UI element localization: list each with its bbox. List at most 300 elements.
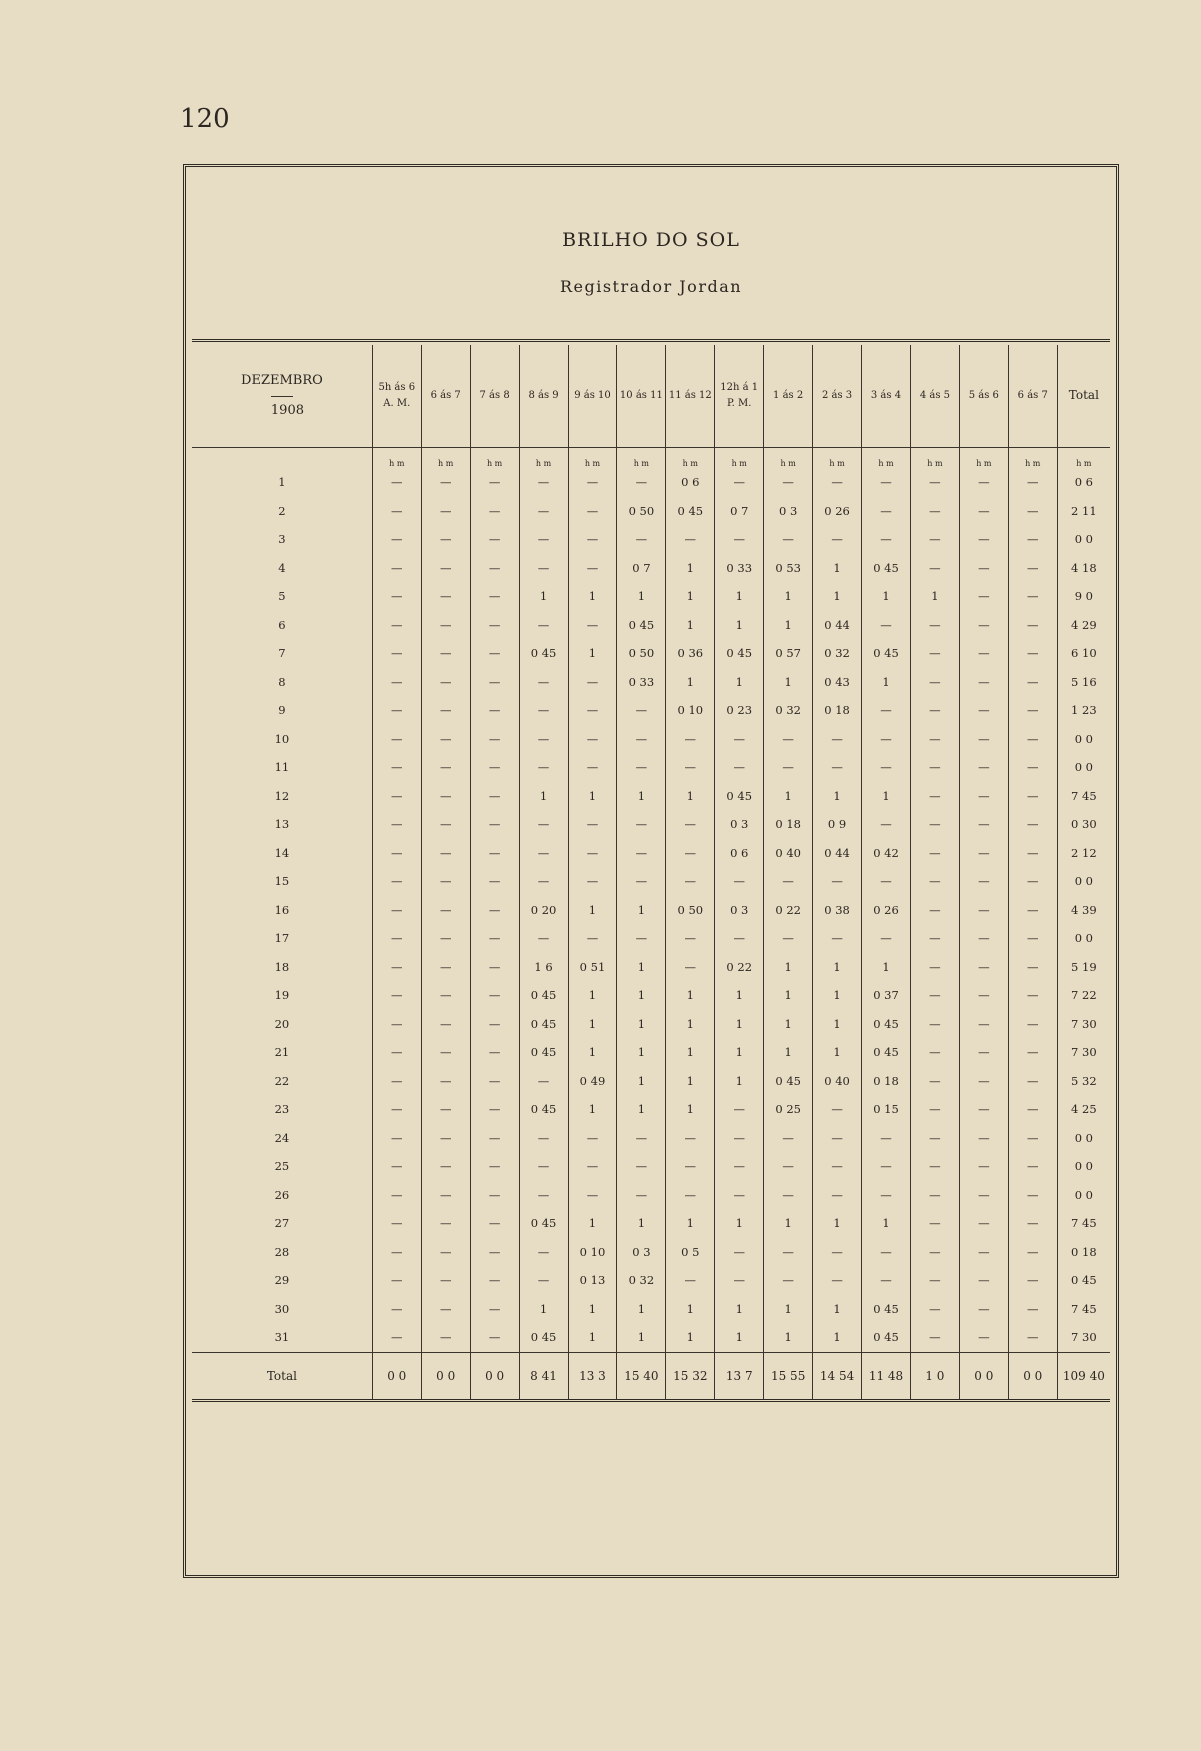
hour-column-header: 9 ás 10	[568, 345, 617, 448]
row-label: 14	[274, 845, 290, 860]
hour-cell: 0 0	[372, 1352, 421, 1400]
hour-cell: —	[862, 1181, 911, 1210]
unit-label: h m	[959, 448, 1008, 469]
hour-cell: —	[421, 839, 470, 868]
hour-cell: —	[1008, 867, 1057, 896]
row-label: 20	[274, 1016, 290, 1031]
hour-cell: —	[1008, 1295, 1057, 1324]
hour-column-header: 12h á 1 P. M.	[715, 345, 764, 448]
hour-cell: —	[421, 525, 470, 554]
hour-cell: 0 7	[617, 554, 666, 583]
hour-cell: —	[715, 753, 764, 782]
hour-cell: —	[959, 1181, 1008, 1210]
hour-cell: 1	[715, 981, 764, 1010]
table-row	[192, 525, 1110, 554]
hour-cell: —	[959, 810, 1008, 839]
hour-cell: —	[910, 725, 959, 754]
total-cell: 0 6	[1057, 468, 1110, 497]
hour-cell: —	[1008, 1067, 1057, 1096]
hour-cell: 1	[764, 981, 813, 1010]
hour-cell: —	[764, 924, 813, 953]
hour-cell: —	[666, 1266, 715, 1295]
hour-cell: —	[862, 696, 911, 725]
table-row	[192, 725, 1110, 754]
hour-cell: —	[372, 696, 421, 725]
hour-cell: 0 45	[519, 639, 568, 668]
hour-cell: —	[1008, 468, 1057, 497]
hour-cell: —	[372, 611, 421, 640]
row-label: 7	[278, 646, 286, 661]
hour-cell: 1	[764, 1295, 813, 1324]
hour-cell: —	[959, 1067, 1008, 1096]
hour-cell: 1	[862, 582, 911, 611]
hour-cell: —	[421, 896, 470, 925]
hour-cell: —	[519, 525, 568, 554]
hour-cell: —	[568, 668, 617, 697]
hour-cell: —	[421, 582, 470, 611]
table-row	[192, 782, 1110, 811]
hour-cell: —	[959, 639, 1008, 668]
hour-cell: 0 50	[617, 497, 666, 526]
hour-cell: 0 50	[666, 896, 715, 925]
hour-cell: —	[959, 1209, 1008, 1238]
hour-cell: —	[519, 810, 568, 839]
hour-cell: 1	[715, 582, 764, 611]
hour-cell: —	[470, 725, 519, 754]
hour-cell: 1	[764, 611, 813, 640]
hour-cell: —	[421, 1038, 470, 1067]
hour-cell: —	[372, 839, 421, 868]
hour-cell: —	[372, 725, 421, 754]
hour-cell: —	[1008, 639, 1057, 668]
unit-label: h m	[715, 448, 764, 469]
hour-cell: —	[666, 753, 715, 782]
table-row	[192, 1010, 1110, 1039]
hour-cell: —	[910, 1038, 959, 1067]
hour-cell: —	[862, 1152, 911, 1181]
hour-cell: —	[470, 1095, 519, 1124]
hour-cell: —	[1008, 1323, 1057, 1352]
hour-cell: —	[519, 867, 568, 896]
hour-cell: 1	[862, 1209, 911, 1238]
hour-cell: 1	[764, 1209, 813, 1238]
total-cell: 4 25	[1057, 1095, 1110, 1124]
hour-cell: —	[1008, 1152, 1057, 1181]
hour-cell: —	[372, 668, 421, 697]
hour-cell: —	[813, 1238, 862, 1267]
hour-cell: 0 42	[862, 839, 911, 868]
hour-cell: —	[910, 1067, 959, 1096]
hour-cell: —	[617, 1124, 666, 1153]
hour-cell: —	[372, 1095, 421, 1124]
hour-cell: —	[959, 1010, 1008, 1039]
total-cell: 0 0	[1057, 753, 1110, 782]
total-cell: 5 19	[1057, 953, 1110, 982]
hour-cell: —	[519, 497, 568, 526]
hour-cell: —	[959, 468, 1008, 497]
hour-cell: 0 44	[813, 839, 862, 868]
total-cell: 0 0	[1057, 725, 1110, 754]
unit-label: h m	[764, 448, 813, 469]
hour-cell: —	[421, 1209, 470, 1238]
hour-cell: —	[519, 468, 568, 497]
hour-cell: —	[617, 839, 666, 868]
unit-label: h m	[1008, 448, 1057, 469]
hour-cell: —	[470, 1266, 519, 1295]
hour-cell: 0 45	[862, 1295, 911, 1324]
hour-cell: —	[421, 668, 470, 697]
row-label: 2	[278, 503, 286, 518]
hour-cell: 1	[568, 582, 617, 611]
hour-cell: 1	[617, 782, 666, 811]
hour-column-header: 7 ás 8	[470, 345, 519, 448]
row-label: 23	[274, 1102, 290, 1117]
hour-cell: 0 0	[959, 1352, 1008, 1400]
hour-cell: —	[862, 1266, 911, 1295]
hour-cell: 1	[715, 1295, 764, 1324]
table-row	[192, 924, 1110, 953]
hour-cell: 0 20	[519, 896, 568, 925]
hour-cell: —	[910, 525, 959, 554]
hour-cell: 1	[617, 1095, 666, 1124]
hour-cell: —	[421, 468, 470, 497]
hour-cell: 15 55	[764, 1352, 813, 1400]
hour-cell: —	[910, 839, 959, 868]
hour-cell: —	[959, 497, 1008, 526]
hour-cell: —	[910, 1266, 959, 1295]
hour-cell: —	[910, 1181, 959, 1210]
row-label: Total	[192, 1352, 372, 1400]
hour-cell: —	[813, 525, 862, 554]
hour-cell: 0 44	[813, 611, 862, 640]
hour-cell: 0 13	[568, 1266, 617, 1295]
hour-cell: —	[421, 1124, 470, 1153]
hour-cell: —	[862, 725, 911, 754]
hour-cell: —	[470, 953, 519, 982]
hour-cell: —	[715, 1152, 764, 1181]
total-cell: 0 45	[1057, 1266, 1110, 1295]
hour-cell: 1	[568, 1209, 617, 1238]
hour-cell: 0 45	[519, 981, 568, 1010]
hour-cell: —	[910, 753, 959, 782]
hour-cell: —	[1008, 953, 1057, 982]
hour-cell: —	[1008, 753, 1057, 782]
hour-cell: —	[421, 924, 470, 953]
hour-cell: —	[519, 554, 568, 583]
table-row	[192, 1038, 1110, 1067]
hour-cell: 1	[617, 981, 666, 1010]
hour-cell: —	[1008, 525, 1057, 554]
hour-cell: —	[862, 1124, 911, 1153]
table-row	[192, 867, 1110, 896]
hour-cell: —	[862, 753, 911, 782]
hour-cell: —	[764, 1181, 813, 1210]
table-row	[192, 953, 1110, 982]
hour-cell: —	[421, 1295, 470, 1324]
table-subtitle: Registrador Jordan	[559, 277, 743, 296]
hour-cell: —	[910, 1152, 959, 1181]
hour-cell: 0 3	[715, 810, 764, 839]
hour-cell: 0 45	[715, 639, 764, 668]
month-header	[192, 345, 372, 448]
hour-cell: —	[862, 1238, 911, 1267]
row-label: 22	[274, 1073, 290, 1088]
hour-cell: —	[666, 1181, 715, 1210]
hour-cell: —	[764, 1266, 813, 1295]
hour-cell: 0 32	[813, 639, 862, 668]
hour-cell: 1	[666, 554, 715, 583]
hour-cell: —	[617, 753, 666, 782]
hour-cell: —	[715, 525, 764, 554]
hour-cell: —	[862, 810, 911, 839]
unit-label: h m	[372, 448, 421, 469]
hour-cell: 1	[813, 1038, 862, 1067]
hour-cell: —	[910, 1323, 959, 1352]
hour-cell: 1	[764, 582, 813, 611]
hour-cell: 13 7	[715, 1352, 764, 1400]
row-label: 16	[274, 902, 290, 917]
table-frame	[183, 164, 1119, 1578]
table-row	[192, 896, 1110, 925]
hour-cell: —	[372, 1038, 421, 1067]
hour-cell: —	[470, 525, 519, 554]
hour-cell: 0 10	[568, 1238, 617, 1267]
hour-cell: —	[862, 525, 911, 554]
hour-cell: —	[372, 639, 421, 668]
hour-cell: 0 45	[617, 611, 666, 640]
hour-cell: —	[1008, 668, 1057, 697]
hour-cell: —	[910, 867, 959, 896]
hour-column-header: 1 ás 2	[764, 345, 813, 448]
hour-cell: —	[1008, 839, 1057, 868]
hour-cell: 0 45	[519, 1010, 568, 1039]
total-cell: 7 22	[1057, 981, 1110, 1010]
hour-cell: —	[470, 639, 519, 668]
total-cell: 7 30	[1057, 1010, 1110, 1039]
hour-cell: 1	[617, 582, 666, 611]
total-cell: 109 40	[1057, 1352, 1110, 1400]
hour-cell: 0 45	[715, 782, 764, 811]
table-row	[192, 839, 1110, 868]
hour-cell: —	[421, 497, 470, 526]
hour-cell: —	[813, 725, 862, 754]
hour-cell: —	[372, 1209, 421, 1238]
hour-cell: —	[1008, 896, 1057, 925]
hour-cell: 1	[666, 668, 715, 697]
hour-cell: 1 0	[910, 1352, 959, 1400]
hour-cell: 0 33	[617, 668, 666, 697]
hour-cell: —	[862, 468, 911, 497]
hour-cell: —	[715, 1181, 764, 1210]
table-row	[192, 1181, 1110, 1210]
hour-cell: 0 6	[666, 468, 715, 497]
row-label: 12	[274, 788, 290, 803]
hour-cell: —	[568, 839, 617, 868]
hour-cell: —	[715, 924, 764, 953]
table-row	[192, 611, 1110, 640]
hour-cell: —	[910, 554, 959, 583]
hour-cell: —	[910, 1124, 959, 1153]
hour-cell: 1	[666, 1038, 715, 1067]
hour-cell: —	[519, 611, 568, 640]
row-label: 13	[274, 817, 290, 832]
hour-cell: —	[910, 782, 959, 811]
hour-cell: —	[813, 1124, 862, 1153]
hour-cell: 1	[568, 981, 617, 1010]
hour-cell: —	[568, 867, 617, 896]
hour-cell: —	[910, 810, 959, 839]
table-row	[192, 1238, 1110, 1267]
hour-cell: —	[519, 668, 568, 697]
hour-cell: 1 6	[519, 953, 568, 982]
hour-cell: —	[372, 896, 421, 925]
hour-cell: —	[519, 1238, 568, 1267]
hour-cell: —	[910, 668, 959, 697]
hour-cell: 15 40	[617, 1352, 666, 1400]
row-label: 11	[274, 760, 290, 775]
hour-cell: —	[617, 810, 666, 839]
hour-cell: —	[666, 525, 715, 554]
total-cell: 0 0	[1057, 1181, 1110, 1210]
hour-cell: 1	[568, 639, 617, 668]
hour-cell: —	[470, 497, 519, 526]
hour-cell: 11 48	[862, 1352, 911, 1400]
total-cell: 0 30	[1057, 810, 1110, 839]
hour-cell: —	[1008, 611, 1057, 640]
hour-cell: —	[959, 1238, 1008, 1267]
total-cell: 0 0	[1057, 867, 1110, 896]
hour-cell: 1	[764, 953, 813, 982]
hour-cell: —	[372, 782, 421, 811]
total-cell: 0 0	[1057, 1124, 1110, 1153]
total-cell: 6 10	[1057, 639, 1110, 668]
hour-cell: 1	[617, 1295, 666, 1324]
hour-cell: —	[1008, 497, 1057, 526]
hour-cell: 1	[666, 782, 715, 811]
total-cell: 4 29	[1057, 611, 1110, 640]
hour-cell: —	[421, 1181, 470, 1210]
hour-cell: 1	[715, 668, 764, 697]
hour-cell: —	[421, 753, 470, 782]
hour-cell: 0 22	[764, 896, 813, 925]
hour-cell: 1	[813, 782, 862, 811]
hour-cell: —	[470, 1038, 519, 1067]
hour-cell: —	[959, 953, 1008, 982]
hour-cell: —	[1008, 1124, 1057, 1153]
hour-cell: —	[372, 497, 421, 526]
hour-cell: —	[666, 1152, 715, 1181]
hour-cell: —	[519, 1181, 568, 1210]
unit-label: h m	[421, 448, 470, 469]
hour-cell: 13 3	[568, 1352, 617, 1400]
row-label: 4	[278, 560, 286, 575]
hour-cell: —	[666, 810, 715, 839]
table-row	[192, 1067, 1110, 1096]
hour-cell: 0 53	[764, 554, 813, 583]
hour-cell: —	[568, 1181, 617, 1210]
hour-cell: —	[910, 1238, 959, 1267]
hour-cell: —	[959, 1095, 1008, 1124]
hour-cell: —	[421, 725, 470, 754]
hour-cell: —	[421, 639, 470, 668]
hour-cell: 1	[813, 1295, 862, 1324]
hour-cell: 1	[813, 1209, 862, 1238]
hour-cell: —	[813, 468, 862, 497]
hour-cell: 1	[519, 1295, 568, 1324]
hour-cell: 0 0	[421, 1352, 470, 1400]
hour-cell: 0 36	[666, 639, 715, 668]
total-cell: 4 39	[1057, 896, 1110, 925]
hour-cell: —	[959, 611, 1008, 640]
hour-cell: 0 40	[764, 839, 813, 868]
hour-cell: —	[421, 696, 470, 725]
hour-cell: 0 18	[764, 810, 813, 839]
hour-cell: —	[910, 611, 959, 640]
hour-cell: —	[421, 1067, 470, 1096]
hour-cell: —	[1008, 1181, 1057, 1210]
hour-cell: —	[372, 1067, 421, 1096]
hour-cell: —	[1008, 810, 1057, 839]
hour-cell: 1	[715, 1038, 764, 1067]
hour-cell: —	[666, 839, 715, 868]
hour-cell: —	[372, 924, 421, 953]
hour-cell: —	[519, 839, 568, 868]
hour-cell: —	[959, 839, 1008, 868]
hour-cell: 0 49	[568, 1067, 617, 1096]
hour-cell: —	[959, 725, 1008, 754]
row-label: 9	[278, 703, 286, 718]
hour-cell: 1	[519, 582, 568, 611]
hour-cell: 0 45	[519, 1209, 568, 1238]
hour-cell: —	[470, 1209, 519, 1238]
hour-cell: —	[813, 1152, 862, 1181]
hour-cell: 1	[715, 1209, 764, 1238]
hour-cell: 0 25	[764, 1095, 813, 1124]
row-label: 30	[274, 1301, 290, 1316]
hour-cell: —	[470, 1152, 519, 1181]
hour-cell: —	[1008, 981, 1057, 1010]
hour-cell: —	[470, 867, 519, 896]
hour-cell: —	[617, 696, 666, 725]
hour-cell: —	[862, 867, 911, 896]
hour-cell: 1	[617, 1323, 666, 1352]
hour-cell: 1	[617, 1209, 666, 1238]
hour-cell: 0 18	[862, 1067, 911, 1096]
hour-cell: —	[910, 896, 959, 925]
data-table-area	[192, 345, 1110, 1383]
total-cell: 0 0	[1057, 1152, 1110, 1181]
hour-cell: —	[764, 1238, 813, 1267]
hour-column-header: 11 ás 12	[666, 345, 715, 448]
hour-cell: 1	[715, 1010, 764, 1039]
hour-cell: 1	[813, 582, 862, 611]
table-title: BRILHO DO SOL	[562, 229, 740, 251]
hour-cell: 1	[617, 1038, 666, 1067]
hour-cell: —	[1008, 924, 1057, 953]
unit-label: h m	[1057, 448, 1110, 469]
hour-cell: —	[1008, 782, 1057, 811]
row-label: 26	[274, 1187, 290, 1202]
hour-cell: 1	[764, 782, 813, 811]
hour-cell: —	[959, 867, 1008, 896]
hour-cell: —	[1008, 554, 1057, 583]
hour-cell: —	[764, 1124, 813, 1153]
hour-cell: —	[910, 1295, 959, 1324]
hour-cell: —	[715, 1095, 764, 1124]
hour-cell: —	[421, 1095, 470, 1124]
row-label: 28	[274, 1244, 290, 1259]
hour-cell: 0 57	[764, 639, 813, 668]
